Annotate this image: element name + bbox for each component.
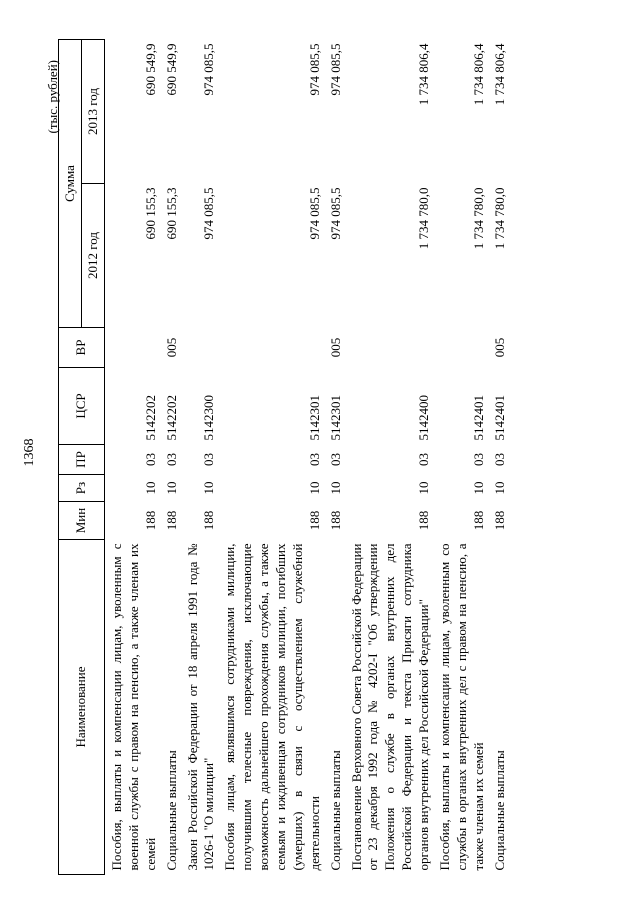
cell-name: Пособия, выплаты и компенсации лицам, уволенным со службы в органах внутренних дел с правом на пенсию, а также членам их семей [437, 543, 486, 871]
cell-name: Закон Российской Федерации от 18 апреля 1991 года № 1026-1 "О милиции" [184, 543, 217, 871]
cell-csr: 5142202 [142, 395, 158, 441]
cell-min: 188 [416, 510, 432, 531]
cell-rz: 10 [327, 481, 343, 495]
cell-vr [218, 328, 323, 368]
cell-min: 188 [142, 510, 158, 531]
cell-name: Пособия лицам, являвшимся сотрудниками милиции, получившим телесные повреждения, исключающие возможность дальнейшего прохождения службы, а также семьям и иждивенцам сотрудников милиции, погибших (умерших) в связи с осуществлением служебной деятельности [222, 543, 322, 871]
cell-vr [345, 328, 433, 368]
page-number: 1368 [22, 438, 37, 467]
cell-name: Постановление Верховного Совета Российской Федерации от 23 декабря 1992 года № 4202-I "Об утверждении Положения о службе в органах внутренних дел Российской Федерации и текста Присяги сотрудника органов внутренних дел Российской Федерации" [348, 543, 432, 871]
table-row [488, 40, 509, 875]
table-row [105, 40, 160, 875]
cell-csr: 5142401 [491, 395, 507, 441]
cell-min: 188 [306, 510, 322, 531]
cell-2012: 1 734 780,0 [416, 187, 432, 250]
header-csr: ЦСР [59, 368, 105, 445]
cell-2012: 974 085,5 [201, 187, 217, 240]
cell-2013: 1 734 806,4 [416, 43, 432, 106]
cell-rz: 10 [306, 481, 322, 495]
cell-csr: 5142202 [163, 395, 179, 441]
header-2013: 2013 год [82, 40, 105, 184]
header-rz: Рз [59, 475, 105, 502]
cell-2013: 974 085,5 [306, 43, 322, 96]
cell-min: 188 [163, 510, 179, 531]
cell-vr [181, 328, 219, 368]
cell-pr: 03 [163, 453, 179, 466]
cell-2013: 690 549,9 [142, 43, 158, 96]
table-row [433, 40, 488, 875]
units-label: (тыс. рублей) [45, 60, 60, 134]
cell-pr: 03 [142, 453, 158, 466]
cell-pr: 03 [416, 453, 432, 466]
cell-pr: 03 [470, 453, 486, 466]
cell-2013: 974 085,5 [327, 43, 343, 96]
header-sum: Сумма [59, 40, 82, 328]
budget-table [58, 39, 509, 875]
cell-vr: 005 [327, 337, 343, 358]
cell-csr: 5142301 [306, 395, 322, 441]
cell-name: Пособия, выплаты и компенсации лицам, уволенным с военной службы с правом на пенсию, а также членам их семей [109, 543, 158, 871]
cell-pr: 03 [491, 453, 507, 466]
cell-csr: 5142401 [470, 395, 486, 441]
cell-vr: 005 [491, 337, 507, 358]
cell-2013: 974 085,5 [201, 43, 217, 96]
cell-min: 188 [491, 510, 507, 531]
cell-2012: 974 085,5 [306, 187, 322, 240]
table-row [160, 40, 181, 875]
cell-vr: 005 [163, 337, 179, 358]
cell-pr: 03 [306, 453, 322, 466]
table-row [324, 40, 345, 875]
cell-2012: 690 155,3 [142, 187, 158, 240]
cell-rz: 10 [416, 481, 432, 495]
table-row [181, 40, 219, 875]
header-vr: ВР [59, 328, 105, 368]
cell-min: 188 [327, 510, 343, 531]
cell-csr: 5142301 [327, 395, 343, 441]
cell-rz: 10 [491, 481, 507, 495]
cell-rz: 10 [142, 481, 158, 495]
cell-name: Социальные выплаты [491, 750, 507, 871]
cell-2012: 690 155,3 [163, 187, 179, 240]
cell-rz: 10 [470, 481, 486, 495]
cell-2013: 1 734 806,4 [470, 43, 486, 106]
cell-rz: 10 [201, 481, 217, 495]
cell-2013: 690 549,9 [163, 43, 179, 96]
header-2012: 2012 год [82, 184, 105, 328]
cell-pr: 03 [327, 453, 343, 466]
cell-2012: 974 085,5 [327, 187, 343, 240]
cell-2012: 1 734 780,0 [470, 187, 486, 250]
header-pr: ПР [59, 445, 105, 475]
header-name: Наименование [59, 540, 105, 875]
cell-pr: 03 [201, 453, 217, 466]
header-min: Мин [59, 502, 105, 540]
table-row [345, 40, 433, 875]
cell-2013: 1 734 806,4 [491, 43, 507, 106]
table-body [105, 40, 509, 875]
table-row [218, 40, 323, 875]
cell-min: 188 [470, 510, 486, 531]
cell-vr [433, 328, 488, 368]
cell-csr: 5142300 [201, 395, 217, 441]
cell-2012: 1 734 780,0 [491, 187, 507, 250]
cell-rz: 10 [163, 481, 179, 495]
cell-name: Социальные выплаты [327, 750, 343, 871]
cell-name: Социальные выплаты [163, 750, 179, 871]
cell-csr: 5142400 [416, 395, 432, 441]
cell-vr [105, 328, 160, 368]
cell-min: 188 [201, 510, 217, 531]
